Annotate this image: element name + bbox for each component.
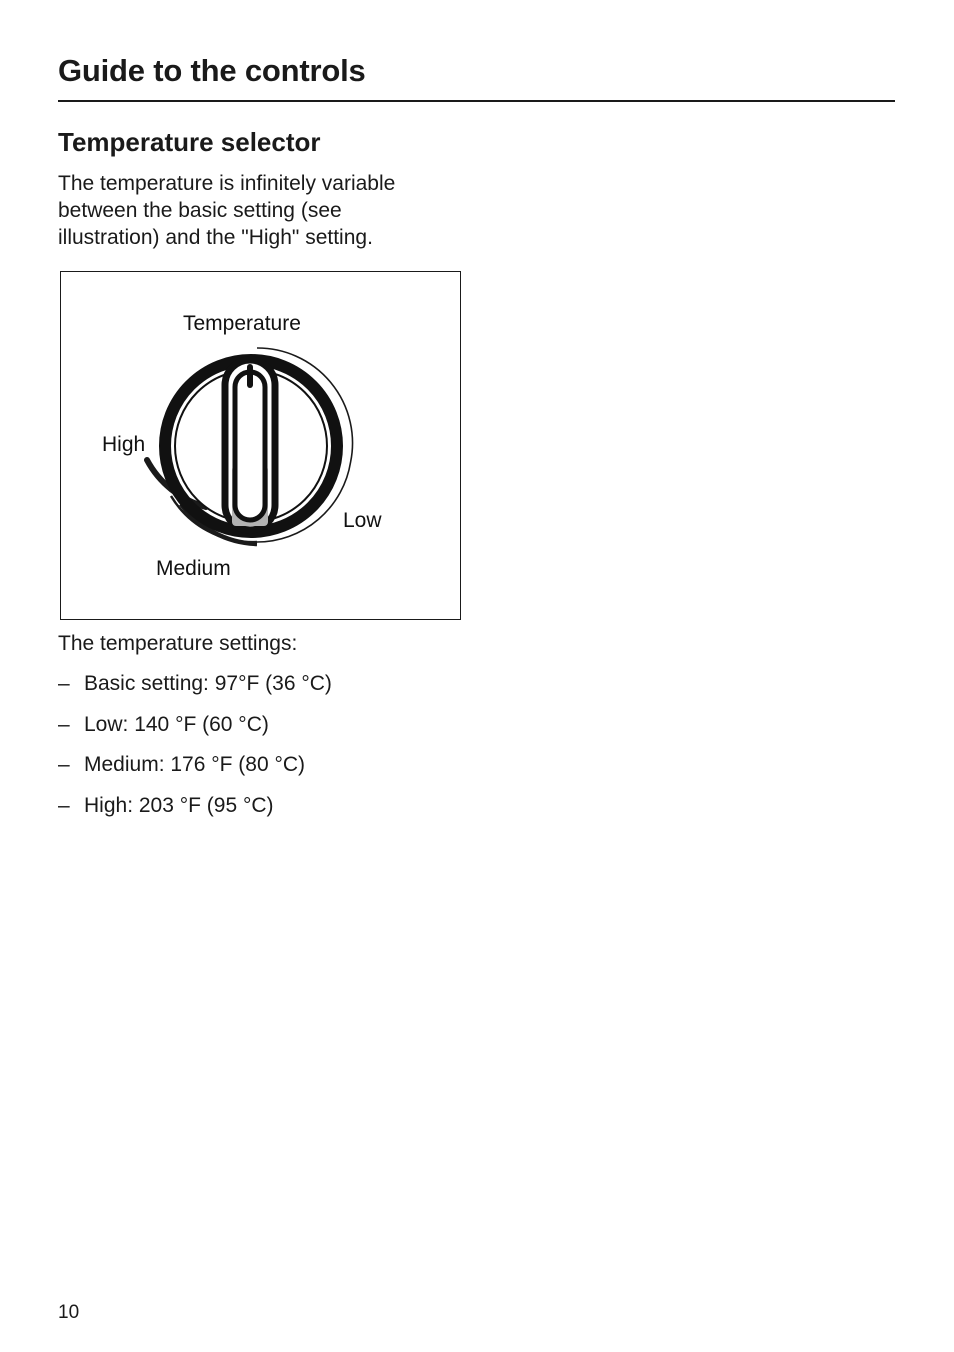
dial-label-medium: Medium (156, 557, 231, 580)
temperature-selector-illustration (60, 271, 461, 620)
knob-handle-inner (235, 372, 265, 520)
list-item-text: Basic setting: 97°F (36 °C) (84, 672, 332, 695)
list-bullet: – (58, 672, 70, 695)
title-divider (58, 100, 895, 102)
dial-label-low: Low (343, 509, 382, 532)
settings-intro: The temperature settings: (58, 632, 298, 655)
page-title: Guide to the controls (58, 53, 366, 88)
list-bullet: – (58, 793, 70, 817)
section-heading: Temperature selector (58, 127, 321, 157)
list-bullet: – (58, 753, 70, 776)
list-item-text: Low: 140 °F (60 °C) (84, 712, 269, 736)
intro-paragraph: The temperature is infinitely variable between the basic setting (see illustration) and the "High" setting. (58, 172, 396, 249)
page-number: 10 (58, 1302, 80, 1323)
list-item-text: Medium: 176 °F (80 °C) (84, 753, 306, 776)
list-item-text: High: 203 °F (95 °C) (84, 793, 274, 817)
list-bullet: – (58, 712, 70, 736)
dial-label-high: High (102, 433, 146, 456)
dial-label-temperature: Temperature (183, 312, 301, 335)
